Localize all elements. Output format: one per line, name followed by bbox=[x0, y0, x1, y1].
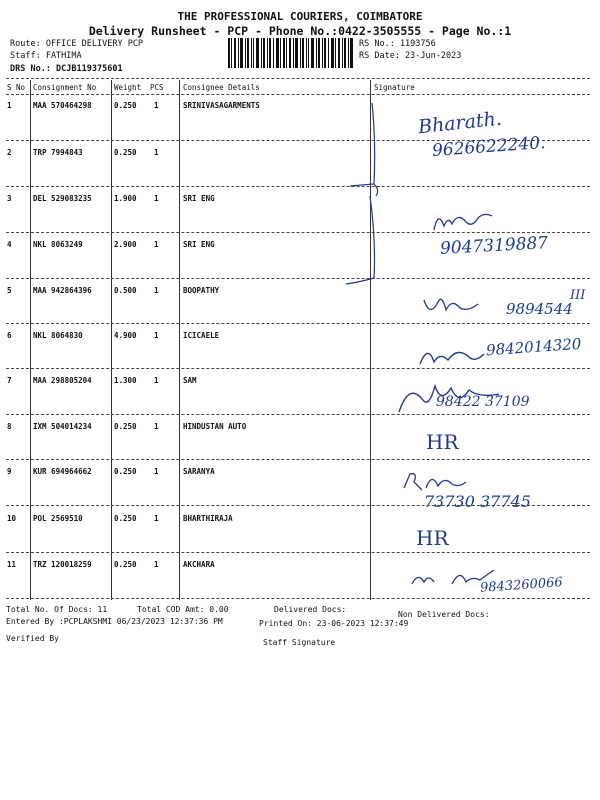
signature-4-scribble-icon bbox=[432, 206, 502, 236]
row-6-pcs: 1 bbox=[154, 331, 159, 340]
signature-8-text: HR bbox=[426, 430, 459, 454]
signature-5-mark: III bbox=[570, 288, 586, 303]
row-9-pcs: 1 bbox=[154, 467, 159, 476]
row-2-sno: 2 bbox=[7, 148, 12, 157]
non-delivered-docs: Non Delivered Docs: bbox=[398, 610, 490, 619]
row-6-rule bbox=[6, 368, 590, 369]
row-6-weight: 4.900 bbox=[114, 331, 137, 340]
col-header-signature: Signature bbox=[374, 83, 415, 92]
col-header-pcs: PCS bbox=[150, 83, 164, 92]
signature-10-text: HR bbox=[416, 526, 449, 550]
col-header-consignee: Consignee Details bbox=[183, 83, 260, 92]
table-top-rule bbox=[6, 78, 590, 79]
signature-7-phone: 98422 37109 bbox=[436, 394, 530, 410]
row-1-pcs: 1 bbox=[154, 101, 159, 110]
row-11-sno: 11 bbox=[7, 560, 17, 569]
row-9-weight: 0.250 bbox=[114, 467, 137, 476]
staff-label: Staff: FATHIMA bbox=[10, 51, 82, 61]
row-7-consignee: SAM bbox=[183, 376, 197, 385]
row-10-pcs: 1 bbox=[154, 514, 159, 523]
row-2-weight: 0.250 bbox=[114, 148, 137, 157]
total-docs: Total No. Of Docs: 11 bbox=[6, 605, 108, 614]
row-4-consignee: SRI ENG bbox=[183, 240, 215, 249]
row-1-consignee: SRINIVASAGARMENTS bbox=[183, 101, 260, 110]
rs-date: RS Date: 23-Jun-2023 bbox=[359, 51, 462, 61]
signature-1-name: Bharath. bbox=[417, 107, 503, 139]
row-2-rule bbox=[6, 186, 590, 187]
signature-1-phone: 9626622240. bbox=[431, 133, 547, 161]
row-7-weight: 1.300 bbox=[114, 376, 137, 385]
signature-6-phone: 9842014320 bbox=[485, 334, 582, 360]
col-header-consignment: Consignment No bbox=[33, 83, 97, 92]
row-3-consignee: SRI ENG bbox=[183, 194, 215, 203]
staff-signature-label: Staff Signature bbox=[263, 638, 336, 647]
row-10-consignment: POL 2569510 bbox=[33, 514, 83, 523]
row-4-weight: 2.900 bbox=[114, 240, 137, 249]
row-2-pcs: 1 bbox=[154, 148, 159, 157]
runsheet-subtitle: Delivery Runsheet - PCP - Phone No.:0422-3505555 - Page No.:1 bbox=[88, 24, 512, 38]
row-4-sno: 4 bbox=[7, 240, 12, 249]
row-8-sno: 8 bbox=[7, 422, 12, 431]
entered-by: Entered By :PCPLAKSHMI 06/23/2023 12:37:36 PM bbox=[6, 617, 223, 626]
row-5-sno: 5 bbox=[7, 286, 12, 295]
row-10-sno: 10 bbox=[7, 514, 17, 523]
row-5-pcs: 1 bbox=[154, 286, 159, 295]
row-11-consignee: AKCHARA bbox=[183, 560, 215, 569]
printed-on: Printed On: 23-06-2023 12:37:49 bbox=[259, 619, 409, 628]
row-8-pcs: 1 bbox=[154, 422, 159, 431]
row-3-rule bbox=[6, 232, 590, 233]
col-sep-3 bbox=[179, 80, 180, 600]
row-6-consignee: ICICAELE bbox=[183, 331, 220, 340]
barcode-icon bbox=[228, 38, 354, 68]
row-1-sno: 1 bbox=[7, 101, 12, 110]
rs-number: RS No.: 1193756 bbox=[359, 39, 436, 49]
row-5-consignment: MAA 942864396 bbox=[33, 286, 92, 295]
row-3-pcs: 1 bbox=[154, 194, 159, 203]
row-3-sno: 3 bbox=[7, 194, 12, 203]
row-8-consignment: IXM 504014234 bbox=[33, 422, 92, 431]
verified-by: Verified By bbox=[6, 634, 59, 643]
row-9-consignee: SARANYA bbox=[183, 467, 215, 476]
row-11-weight: 0.250 bbox=[114, 560, 137, 569]
bracket-scribble-icon bbox=[340, 100, 400, 290]
col-sep-2 bbox=[111, 80, 112, 600]
drs-number: DRS No.: DCJB119375601 bbox=[10, 64, 123, 74]
signature-9-scribble-icon bbox=[400, 468, 470, 494]
col-sep-1 bbox=[30, 80, 31, 600]
delivered-docs: Delivered Docs: bbox=[274, 605, 347, 614]
row-9-consignment: KUR 694964662 bbox=[33, 467, 92, 476]
row-1-consignment: MAA 570464298 bbox=[33, 101, 92, 110]
col-header-sno: S No bbox=[7, 83, 26, 92]
row-1-weight: 0.250 bbox=[114, 101, 137, 110]
row-10-consignee: BHARTHIRAJA bbox=[183, 514, 233, 523]
row-8-rule bbox=[6, 459, 590, 460]
row-10-weight: 0.250 bbox=[114, 514, 137, 523]
row-2-consignment: TRP 7994843 bbox=[33, 148, 83, 157]
row-8-consignee: HINDUSTAN AUTO bbox=[183, 422, 247, 431]
signature-6-scribble-icon bbox=[418, 342, 488, 370]
signature-5-phone: 9894544 bbox=[506, 300, 573, 318]
route-label: Route: OFFICE DELIVERY PCP bbox=[10, 39, 144, 49]
row-7-consignment: MAA 298805204 bbox=[33, 376, 92, 385]
row-5-consignee: BOOPATHY bbox=[183, 286, 220, 295]
row-11-rule bbox=[6, 598, 590, 599]
row-7-sno: 7 bbox=[7, 376, 12, 385]
signature-4-phone: 9047319887 bbox=[439, 233, 549, 259]
total-cod-amount: Total COD Amt: 0.00 bbox=[137, 605, 229, 614]
row-9-sno: 9 bbox=[7, 467, 12, 476]
row-8-weight: 0.250 bbox=[114, 422, 137, 431]
row-5-weight: 0.500 bbox=[114, 286, 137, 295]
signature-11-phone: 9843260066 bbox=[479, 575, 564, 596]
row-4-rule bbox=[6, 278, 590, 279]
row-3-consignment: DEL 529083235 bbox=[33, 194, 92, 203]
signature-9-phone: 73730 37745 bbox=[424, 492, 531, 511]
company-title: THE PROFESSIONAL COURIERS, COIMBATORE bbox=[177, 10, 423, 23]
row-6-consignment: NKL 8064830 bbox=[33, 331, 83, 340]
row-6-sno: 6 bbox=[7, 331, 12, 340]
row-11-pcs: 1 bbox=[154, 560, 159, 569]
row-11-consignment: TRZ 120018259 bbox=[33, 560, 92, 569]
row-4-pcs: 1 bbox=[154, 240, 159, 249]
col-header-weight: Weight bbox=[114, 83, 142, 92]
row-3-weight: 1.900 bbox=[114, 194, 137, 203]
row-7-pcs: 1 bbox=[154, 376, 159, 385]
row-10-rule bbox=[6, 552, 590, 553]
signature-5-scribble-icon bbox=[420, 290, 500, 320]
row-5-rule bbox=[6, 323, 590, 324]
table-header-rule bbox=[6, 94, 590, 95]
row-4-consignment: NKL 8063249 bbox=[33, 240, 83, 249]
